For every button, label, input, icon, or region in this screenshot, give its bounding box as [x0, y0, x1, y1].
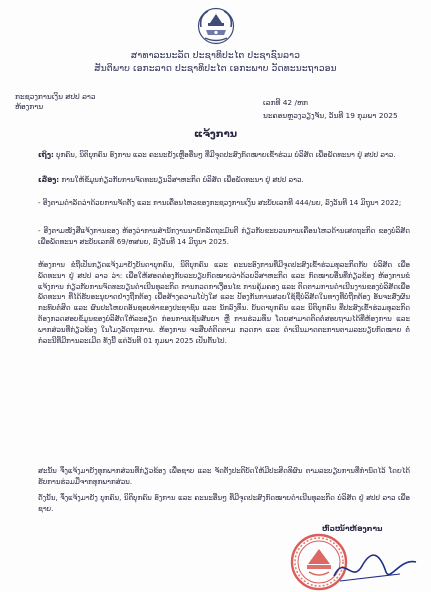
reference-decree: - ອີງຕາມດຳລັດວ່າດ້ວຍການຈັດຕັ້ງ ແລະ ການເຄື່ອນໄຫວຂອງກະຊວງການເງິນ ສະບັບເລກທີ 444/ນຍ, ລົງວັນທີ 14 ມິຖຸນາ 2022; [38, 198, 402, 207]
signer-title: ຫົວໜ້າຫ້ອງການ [322, 524, 383, 533]
document-number: ເລກທີ 42 /ຫກ [263, 98, 308, 107]
header-motto-line: ສັນຕິພາບ ເອກະລາດ ປະຊາທິປະໄຕ ເອກະພາບ ວັດທະນະຖາວອນ [94, 64, 337, 74]
sender-ministry: ກະຊວງການເງິນ ສປປ ລາວ [15, 92, 96, 101]
subject-label: ເລື່ອງ: [38, 175, 60, 184]
handwritten-signature-icon [330, 548, 420, 588]
body-paragraph-closing: ດັ່ງນັ້ນ, ຈຶ່ງແຈ້ງມາຍັງ ບຸກຄົນ, ນິຕິບຸກຄົນ ອົງການ ແລະ ຄະນະອື່ນໆ ທີ່ມີຈຸດປະສົງກົດໝາຍດຳເນີນທຸລະກິດ ບໍລິສັດ ຢູ່ ສປປ ລາວ ເພື່ອຊາບ. [38, 493, 410, 513]
recipient-label: ເຖິງ: [38, 150, 54, 159]
header-republic-line: ສາທາລະນະລັດ ປະຊາທິປະໄຕ ປະຊາຊົນລາວ [130, 51, 301, 61]
body-paragraph-main: ຫ້ອງການ ຂໍຖືເປັນກຽດແຈ້ງມາຍັງບັນດາບຸກຄົນ, ນິຕິບຸກຄົນ ແລະ ຄະນະອົງການທີ່ມີຈຸດປະສົງເຂົ້າຮ່ວມທຸລະກິດກັບ ບໍລິສັດ ເພື່ອພັດທະນາ ຢູ່ ສປປ ລາວ ວ່າ: ເພື່ອໃຫ້ສອດຄ່ອງກັບລະບຽບກົດໝາຍວ່າດ້ວຍວິສາຫະກິດ ແລະ ກົດໝາຍອື່ນທີ່ກ່ຽວຂ້ອງ ຫ້ອງການຂໍແຈ້ງການ ກ່ຽວກັບການຈົດທະບຽນດຳເນີນທຸລະກິດ ການກວດກາເງື່ອນໄຂ ການຄຸ້ມຄອງ ແລະ ຕິດຕາມການດຳເນີນງານຂອງບໍລິສັດເພື່ອພັດທະນາ ທີ່ໄດ້ຮັບອະນຸຍາດຢ່າງຖືກຕ້ອງ ເພື່ອສ້າງຄວາມໂປ່ງໃສ ແລະ ປ້ອງກັນການສວຍໃຊ້ຊື່ບໍລິສັດໃນທາງທີ່ບໍ່ຖືກຕ້ອງ ອັນຈະສົ່ງຜົນກະທົບຕໍ່ສິດ ແລະ ຜົນປະໂຫຍດອັນຊອບທຳຂອງປະຊາຊົນ ແລະ ນັກລົງທຶນ. ບັນດາບຸກຄົນ ແລະ ນິຕິບຸກຄົນ ທີ່ປະສົງເຂົ້າຮ່ວມທຸລະກິດ ຕ້ອງກວດສອບຂໍ້ມູນຂອງບໍລິສັດໃຫ້ລະອຽດ ກ່ອນການເຊັນສັນຍາ ຫຼື ການຮ່ວມທຶນ ໂດຍສາມາດຕິດຕໍ່ສອບຖາມໄດ້ທີ່ຫ້ອງການ ແລະ ພາກສ່ວນທີ່ກ່ຽວຂ້ອງ ໃນໂມງລັດຖະການ. ຫ້ອງການ ຈະສືບຕໍ່ຕິດຕາມ ກວດກາ ແລະ ດຳເນີນມາດຕະການຕາມລະບຽບກົດໝາຍ ຕໍ່ກໍລະນີທີ່ມີການລະເມີດ ທັງນີ້ ແຕ່ວັນທີ 01 ກຸມພາ 2025 ເປັນຕົ້ນໄປ. [38, 260, 410, 345]
lao-national-emblem-icon [193, 6, 239, 46]
recipient-block [38, 150, 410, 161]
body-paragraph-second: ສະນັ້ນ ຈຶ່ງແຈ້ງມາຍັງທຸກພາກສ່ວນທີ່ກ່ຽວຂ້ອງ ເພື່ອຊາບ ແລະ ຈັດຕັ້ງປະຕິບັດໃຫ້ມີປະສິດທິຜົນ ຕາມລະບຽບການທີ່ກຳນົດໄວ້ ໂດຍໄດ້ຮັບການຮ່ວມມືຈາກທຸກພາກສ່ວນ. [38, 466, 410, 486]
sender-office: ຫ້ອງການ [15, 102, 44, 111]
subject-block [38, 175, 410, 186]
subject-text: ການໃຫ້ຂໍ້ມູນກ່ຽວກັບການຈົດທະບຽນວິສາຫະກິດ ບໍລິສັດ ເພື່ອພັດທະນາ ຢູ່ ສປປ ລາວ. [61, 175, 304, 184]
reference-notice: - ອີງຕາມໜັງສືແຈ້ງການຂອງ ຫ້ອງວ່າການສຳນັກງານນາຍົກລັດຖະມົນຕີ ກ່ຽວກັບຂະບວນການເຄື່ອນໄຫວດ້ານເສດຖະກິດ ຂອງບໍລິສັດເພື່ອພັດທະນາ ສະບັບເລກທີ 69/ຫສນຍ, ລົງວັນທີ 14 ມິຖຸນາ 2025. [38, 226, 410, 246]
document-title: ແຈ້ງການ [193, 129, 237, 140]
recipient-text: ບຸກຄົນ, ນິຕິບຸກຄົນ ອົງການ ແລະ ຄະນະຍັງເຫຼືອອື່ນໆ ທີ່ມີຈຸດປະສົງກົດໝາຍເຂົ້າຮ່ວມ ບໍລິສັດ ເພື່ອພັດທະນາ ຢູ່ ສປປ ລາວ. [56, 150, 396, 159]
document-date: ນະຄອນຫຼວງວຽງຈັນ, ວັນທີ 19 ກຸມພາ 2025 [263, 111, 398, 120]
